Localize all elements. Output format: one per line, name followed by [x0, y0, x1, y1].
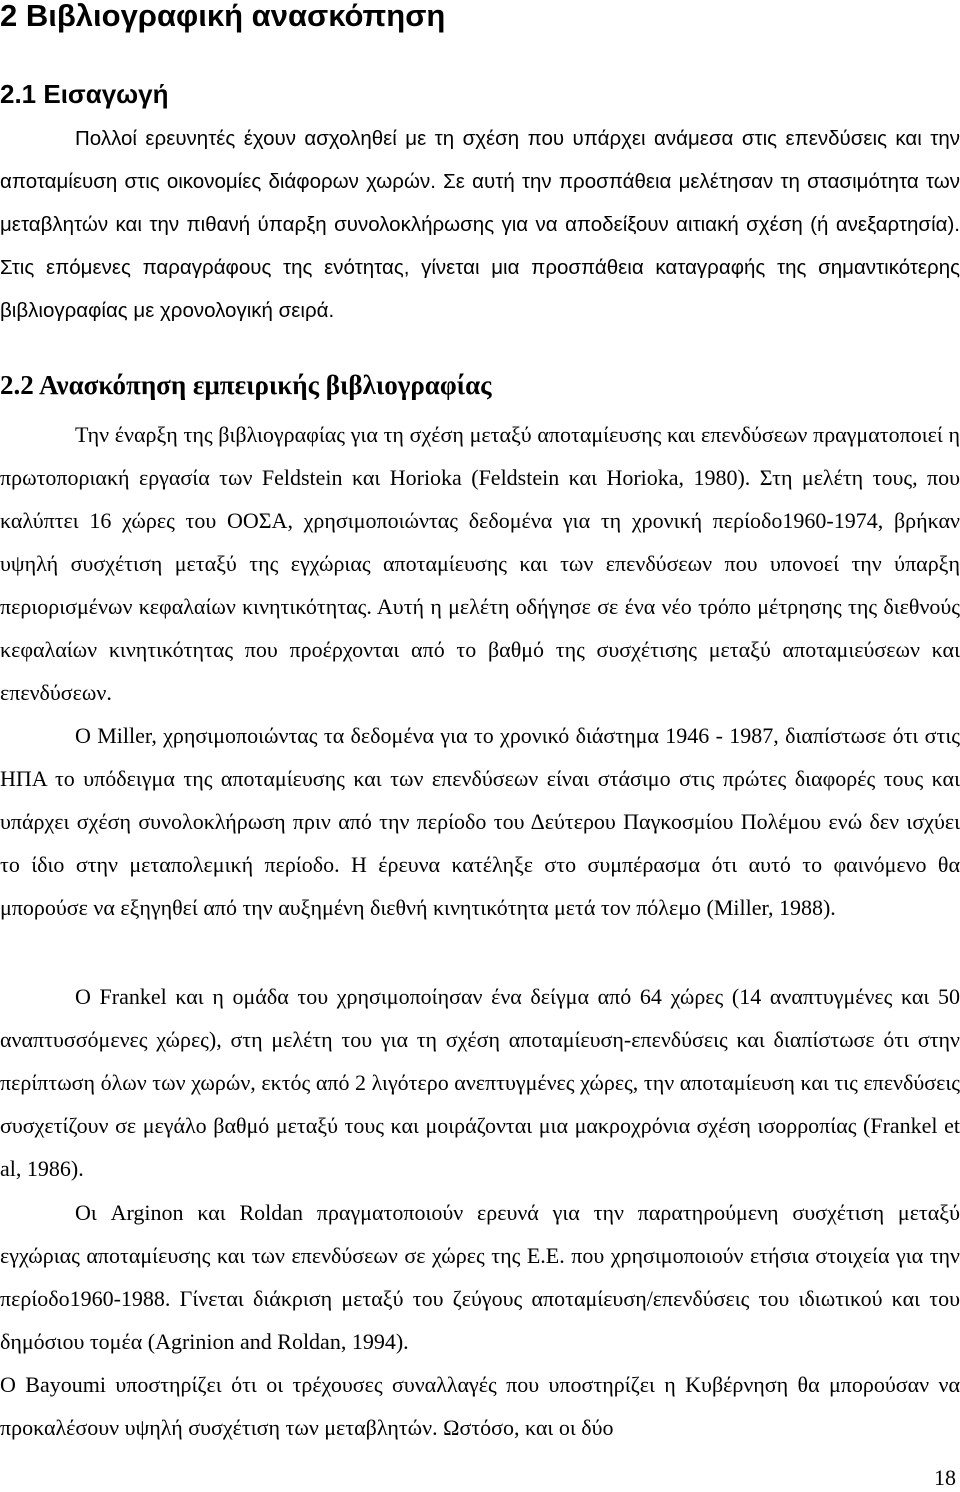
paragraph-feldstein-horioka: Την έναρξη της βιβλιογραφίας για τη σχέση μεταξύ αποταμίευσης και επενδύσεων πραγματοποιεί η πρωτοποριακή εργασία των Feldstein και Horioka (Feldstein και Horioka, 1980). Στη μελέτη τους, που καλύπτει 16 χώρες του ΟΟΣΑ, χρησιμοποιώντας δεδομένα για τη χρονική περίοδο1960-1974, βρήκαν υψηλή συσχέτιση μεταξύ της εγχώριας αποταμίευσης και των επενδύσεων που υπονοεί την ύπαρξη περιορισμένων κεφαλαίων κινητικότητας. Αυτή η μελέτη οδήγησε σε ένα νέο τρόπο μέτρησης της διεθνούς κεφαλαίων κινητικότητας που προέρχονται από το βαθμό της συσχέτισης μεταξύ αποταμιεύσεων και επενδύσεων.	[0, 422, 960, 705]
paragraph-miller: Ο Miller, χρησιμοποιώντας τα δεδομένα για το χρονικό διάστημα 1946 - 1987, διαπίστωσε ότι στις ΗΠΑ το υπόδειγμα της αποταμίευσης και των επενδύσεων είναι στάσιμο στις πρώτες διαφορές τους και υπάρχει σχέση συνολοκλήρωση πριν από την περίοδο του Δεύτερου Παγκοσμίου Πολέμου ενώ δεν ισχύει το ίδιο στην μεταπολεμική περίοδο. Η έρευνα κατέληξε στο συμπέρασμα ότι αυτό το φαινόμενο θα μπορούσε να εξηγηθεί από την αυξημένη διεθνή κινητικότητα μετά τον πόλεμο (Miller, 1988).	[0, 723, 960, 920]
paragraph-frankel: Ο Frankel και η ομάδα του χρησιμοποίησαν ένα δείγμα από 64 χώρες (14 αναπτυγμένες και 50 αναπτυσσόμενες χώρες), στη μελέτη του για τη σχέση αποταμίευση-επενδύσεις και διαπίστωσε ότι στην περίπτωση όλων των χωρών, εκτός από 2 λιγότερο ανεπτυγμένες χώρες, την αποταμίευση και τις επενδύσεις συσχετίζουν σε μεγάλο βαθμό μεταξύ τους και μοιράζονται μια μακροχρόνια σχέση ισορροπίας (Frankel et al, 1986).	[0, 984, 960, 1181]
paragraph-arginon-roldan: Οι Arginon και Roldan πραγματοποιούν ερευνά για την παρατηρούμενη συσχέτιση μεταξύ εγχώριας αποταμίευσης και των επενδύσεων σε χώρες της Ε.Ε. που χρησιμοποιούν ετήσια στοιχεία για την περίοδο1960-1988. Γίνεται διάκριση μεταξύ του ζεύγους αποταμίευση/επενδύσεις του ιδιωτικού και του δημόσιου τομέα (Agrinion and Roldan, 1994).	[0, 1200, 960, 1354]
intro-paragraph: Πολλοί ερευνητές έχουν ασχοληθεί με τη σχέση που υπάρχει ανάμεσα στις επενδύσεις και την αποταμίευση στις οικονομίες διάφορων χωρών. Σε αυτή την προσπάθεια μελέτησαν τη στασιμότητα των μεταβλητών και την πιθανή ύπαρξη συνολοκλήρωσης για να αποδείξουν αιτιακή σχέση (ή ανεξαρτησία). Στις επόμενες παραγράφους της ενότητας, γίνεται μια προσπάθεια καταγραφής της σημαντικότερης βιβλιογραφίας με χρονολογική σειρά.	[0, 127, 960, 322]
page-number: 18	[934, 1465, 956, 1490]
section-heading-literature-review: 2.2 Ανασκόπηση εμπειρικής βιβλιογραφίας	[0, 370, 492, 400]
section-heading-introduction: 2.1 Εισαγωγή	[0, 79, 169, 109]
chapter-heading: 2 Βιβλιογραφική ανασκόπηση	[0, 0, 446, 33]
paragraph-bayoumi: Ο Bayoumi υποστηρίζει ότι οι τρέχουσες συναλλαγές που υποστηρίζει η Κυβέρνηση θα μπορούσαν να προκαλέσουν υψηλή συσχέτιση των μεταβλητών. Ωστόσο, και οι δύο	[0, 1372, 960, 1440]
